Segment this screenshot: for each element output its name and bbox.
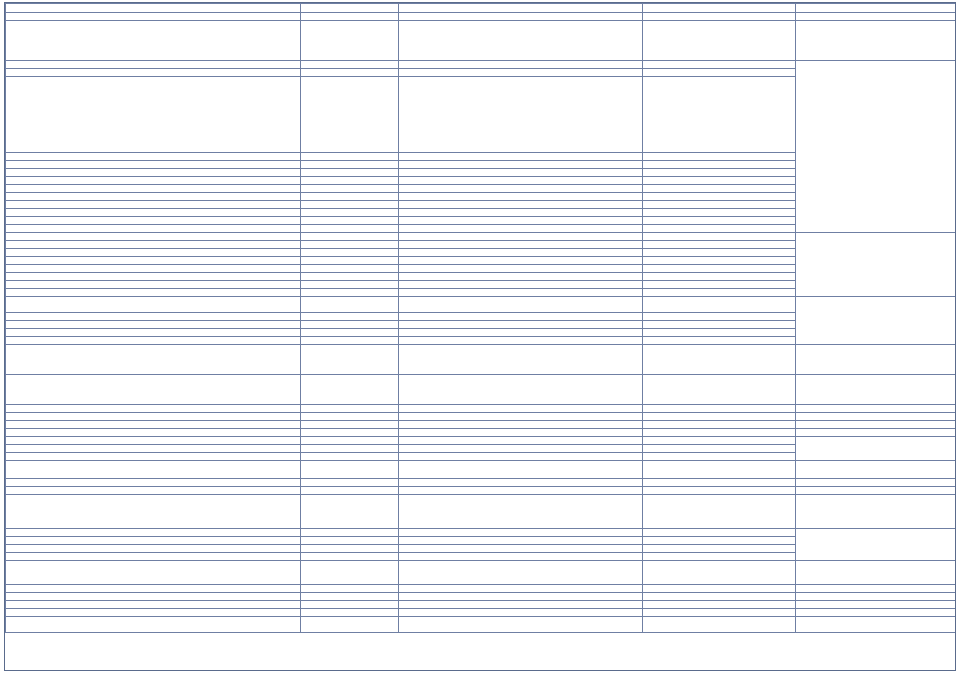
table-row (6, 405, 956, 413)
entity-cell (6, 453, 301, 461)
penalty-cell (643, 479, 796, 487)
violation-cell (399, 161, 643, 169)
entity-cell (6, 601, 301, 609)
entity-cell (6, 593, 301, 601)
entity-cell (6, 201, 301, 209)
table-row (6, 529, 956, 537)
violation-cell (399, 21, 643, 61)
table-row (6, 495, 956, 529)
decision-number-cell (301, 545, 399, 553)
entity-cell (6, 561, 301, 585)
violation-cell (399, 495, 643, 529)
penalty-cell (643, 313, 796, 321)
entity-cell (6, 487, 301, 495)
decision-number-cell (301, 61, 399, 69)
entity-cell (6, 321, 301, 329)
decision-number-cell (301, 201, 399, 209)
violation-cell (399, 209, 643, 217)
violation-cell (399, 617, 643, 633)
violation-cell (399, 479, 643, 487)
authority-cell (796, 413, 956, 421)
penalty-cell (643, 273, 796, 281)
violation-cell (399, 405, 643, 413)
entity-cell (6, 289, 301, 297)
violation-cell (399, 289, 643, 297)
violation-cell (399, 177, 643, 185)
violation-cell (399, 529, 643, 537)
entity-cell (6, 193, 301, 201)
penalty-cell (643, 225, 796, 233)
penalty-cell (643, 201, 796, 209)
decision-number-cell (301, 437, 399, 445)
penalty-cell (643, 609, 796, 617)
violation-cell (399, 61, 643, 69)
penalty-cell (643, 257, 796, 265)
violation-cell (399, 313, 643, 321)
entity-cell (6, 345, 301, 375)
table-row (6, 4, 956, 13)
table-row (6, 461, 956, 479)
violation-cell (399, 225, 643, 233)
entity-cell (6, 445, 301, 453)
authority-cell (796, 479, 956, 487)
penalty-cell (643, 161, 796, 169)
entity-cell (6, 257, 301, 265)
table-row (6, 561, 956, 585)
decision-number-cell (301, 609, 399, 617)
entity-cell (6, 177, 301, 185)
table-row (6, 413, 956, 421)
entity-cell (6, 169, 301, 177)
authority-cell (796, 421, 956, 429)
decision-number-cell (301, 21, 399, 61)
decision-number-cell (301, 77, 399, 153)
penalty-cell (643, 4, 796, 13)
entity-cell (6, 4, 301, 13)
violation-cell (399, 453, 643, 461)
penalty-cell (643, 561, 796, 585)
penalty-cell (643, 13, 796, 21)
penalty-cell (643, 585, 796, 593)
penalty-cell (643, 553, 796, 561)
entity-cell (6, 461, 301, 479)
entity-cell (6, 281, 301, 289)
penalty-cell (643, 487, 796, 495)
table-row (6, 345, 956, 375)
penalty-cell (643, 461, 796, 479)
violation-cell (399, 13, 643, 21)
violation-cell (399, 561, 643, 585)
penalty-cell (643, 185, 796, 193)
penalty-cell (643, 289, 796, 297)
table-row (6, 617, 956, 633)
authority-cell (796, 13, 956, 21)
penalty-cell (643, 537, 796, 545)
authority-cell (796, 529, 956, 561)
penalty-table (5, 3, 956, 633)
entity-cell (6, 209, 301, 217)
decision-number-cell (301, 209, 399, 217)
violation-cell (399, 185, 643, 193)
decision-number-cell (301, 405, 399, 413)
penalty-cell (643, 21, 796, 61)
decision-number-cell (301, 169, 399, 177)
entity-cell (6, 421, 301, 429)
entity-cell (6, 337, 301, 345)
penalty-cell (643, 297, 796, 313)
authority-cell (796, 61, 956, 233)
penalty-cell (643, 421, 796, 429)
entity-cell (6, 265, 301, 273)
violation-cell (399, 545, 643, 553)
entity-cell (6, 429, 301, 437)
entity-cell (6, 529, 301, 537)
violation-cell (399, 337, 643, 345)
penalty-cell (643, 413, 796, 421)
penalty-cell (643, 177, 796, 185)
decision-number-cell (301, 4, 399, 13)
entity-cell (6, 405, 301, 413)
violation-cell (399, 437, 643, 445)
penalty-cell (643, 445, 796, 453)
decision-number-cell (301, 281, 399, 289)
penalty-cell (643, 241, 796, 249)
decision-number-cell (301, 217, 399, 225)
table-row (6, 585, 956, 593)
decision-number-cell (301, 461, 399, 479)
violation-cell (399, 413, 643, 421)
penalty-cell (643, 437, 796, 445)
authority-cell (796, 461, 956, 479)
penalty-cell (643, 169, 796, 177)
decision-number-cell (301, 289, 399, 297)
entity-cell (6, 545, 301, 553)
authority-cell (796, 495, 956, 529)
entity-cell (6, 241, 301, 249)
authority-cell (796, 437, 956, 461)
decision-number-cell (301, 561, 399, 585)
entity-cell (6, 153, 301, 161)
entity-cell (6, 185, 301, 193)
penalty-cell (643, 429, 796, 437)
authority-cell (796, 405, 956, 413)
decision-number-cell (301, 297, 399, 313)
violation-cell (399, 249, 643, 257)
table-row (6, 479, 956, 487)
penalty-cell (643, 153, 796, 161)
decision-number-cell (301, 337, 399, 345)
entity-cell (6, 297, 301, 313)
table-row (6, 429, 956, 437)
decision-number-cell (301, 421, 399, 429)
decision-number-cell (301, 429, 399, 437)
decision-number-cell (301, 265, 399, 273)
decision-number-cell (301, 375, 399, 405)
table-row (6, 601, 956, 609)
authority-cell (796, 233, 956, 297)
penalty-cell (643, 529, 796, 537)
decision-number-cell (301, 553, 399, 561)
entity-cell (6, 225, 301, 233)
violation-cell (399, 153, 643, 161)
violation-cell (399, 329, 643, 337)
entity-cell (6, 329, 301, 337)
penalty-cell (643, 217, 796, 225)
table-row (6, 297, 956, 313)
entity-cell (6, 609, 301, 617)
decision-number-cell (301, 321, 399, 329)
violation-cell (399, 257, 643, 265)
table-row (6, 375, 956, 405)
violation-cell (399, 429, 643, 437)
penalty-cell (643, 193, 796, 201)
entity-cell (6, 479, 301, 487)
decision-number-cell (301, 529, 399, 537)
decision-number-cell (301, 161, 399, 169)
entity-cell (6, 585, 301, 593)
penalty-cell (643, 321, 796, 329)
table-row (6, 421, 956, 429)
violation-cell (399, 77, 643, 153)
penalty-cell (643, 249, 796, 257)
decision-number-cell (301, 241, 399, 249)
violation-cell (399, 345, 643, 375)
penalty-cell (643, 337, 796, 345)
violation-cell (399, 169, 643, 177)
violation-cell (399, 297, 643, 313)
table-row (6, 61, 956, 69)
penalty-cell (643, 209, 796, 217)
violation-cell (399, 217, 643, 225)
decision-number-cell (301, 537, 399, 545)
decision-number-cell (301, 233, 399, 241)
entity-cell (6, 69, 301, 77)
decision-number-cell (301, 153, 399, 161)
violation-cell (399, 241, 643, 249)
violation-cell (399, 537, 643, 545)
violation-cell (399, 421, 643, 429)
entity-cell (6, 249, 301, 257)
authority-cell (796, 585, 956, 593)
decision-number-cell (301, 593, 399, 601)
violation-cell (399, 233, 643, 241)
violation-cell (399, 445, 643, 453)
entity-cell (6, 77, 301, 153)
violation-cell (399, 193, 643, 201)
violation-cell (399, 609, 643, 617)
authority-cell (796, 375, 956, 405)
violation-cell (399, 553, 643, 561)
violation-cell (399, 273, 643, 281)
decision-number-cell (301, 329, 399, 337)
entity-cell (6, 375, 301, 405)
entity-cell (6, 313, 301, 321)
decision-number-cell (301, 487, 399, 495)
penalty-cell (643, 69, 796, 77)
entity-cell (6, 617, 301, 633)
violation-cell (399, 585, 643, 593)
decision-number-cell (301, 345, 399, 375)
table-row (6, 593, 956, 601)
entity-cell (6, 413, 301, 421)
violation-cell (399, 461, 643, 479)
decision-number-cell (301, 453, 399, 461)
decision-number-cell (301, 185, 399, 193)
table-row (6, 21, 956, 61)
violation-cell (399, 601, 643, 609)
table-row (6, 487, 956, 495)
entity-cell (6, 233, 301, 241)
penalty-cell (643, 77, 796, 153)
penalty-cell (643, 265, 796, 273)
penalty-cell (643, 345, 796, 375)
entity-cell (6, 495, 301, 529)
decision-number-cell (301, 479, 399, 487)
decision-number-cell (301, 69, 399, 77)
penalty-cell (643, 375, 796, 405)
decision-number-cell (301, 249, 399, 257)
decision-number-cell (301, 601, 399, 609)
penalty-table-sheet (4, 2, 956, 671)
authority-cell (796, 593, 956, 601)
penalty-cell (643, 617, 796, 633)
decision-number-cell (301, 495, 399, 529)
table-row (6, 13, 956, 21)
penalty-cell (643, 453, 796, 461)
decision-number-cell (301, 413, 399, 421)
penalty-cell (643, 405, 796, 413)
violation-cell (399, 201, 643, 209)
penalty-table-body (6, 4, 956, 633)
decision-number-cell (301, 617, 399, 633)
entity-cell (6, 61, 301, 69)
authority-cell (796, 4, 956, 13)
violation-cell (399, 487, 643, 495)
decision-number-cell (301, 313, 399, 321)
decision-number-cell (301, 273, 399, 281)
penalty-cell (643, 593, 796, 601)
decision-number-cell (301, 193, 399, 201)
authority-cell (796, 617, 956, 633)
penalty-cell (643, 545, 796, 553)
decision-number-cell (301, 445, 399, 453)
authority-cell (796, 487, 956, 495)
authority-cell (796, 561, 956, 585)
penalty-cell (643, 329, 796, 337)
penalty-cell (643, 233, 796, 241)
decision-number-cell (301, 257, 399, 265)
entity-cell (6, 161, 301, 169)
decision-number-cell (301, 13, 399, 21)
table-row (6, 233, 956, 241)
entity-cell (6, 217, 301, 225)
violation-cell (399, 281, 643, 289)
penalty-cell (643, 61, 796, 69)
violation-cell (399, 4, 643, 13)
entity-cell (6, 273, 301, 281)
violation-cell (399, 375, 643, 405)
authority-cell (796, 345, 956, 375)
decision-number-cell (301, 225, 399, 233)
entity-cell (6, 437, 301, 445)
violation-cell (399, 265, 643, 273)
entity-cell (6, 13, 301, 21)
entity-cell (6, 21, 301, 61)
violation-cell (399, 321, 643, 329)
violation-cell (399, 593, 643, 601)
authority-cell (796, 21, 956, 61)
table-row (6, 437, 956, 445)
entity-cell (6, 553, 301, 561)
table-row (6, 609, 956, 617)
entity-cell (6, 537, 301, 545)
penalty-cell (643, 281, 796, 289)
authority-cell (796, 609, 956, 617)
authority-cell (796, 429, 956, 437)
authority-cell (796, 601, 956, 609)
decision-number-cell (301, 585, 399, 593)
decision-number-cell (301, 177, 399, 185)
penalty-cell (643, 495, 796, 529)
violation-cell (399, 69, 643, 77)
penalty-cell (643, 601, 796, 609)
authority-cell (796, 297, 956, 345)
